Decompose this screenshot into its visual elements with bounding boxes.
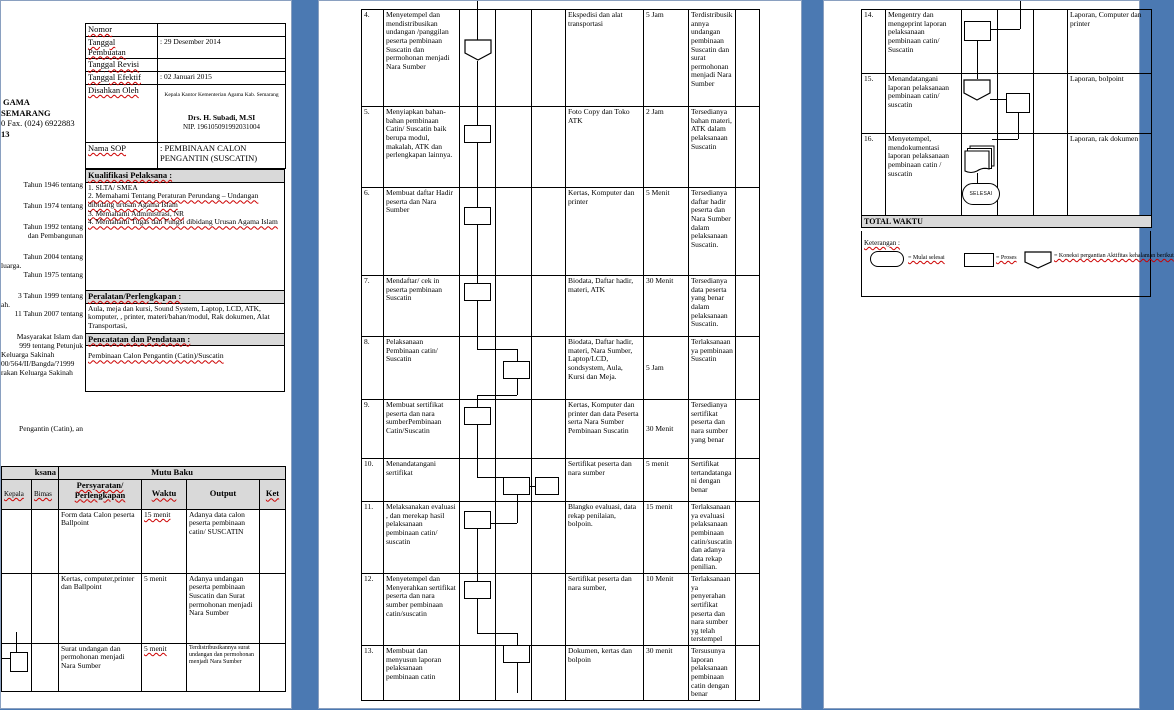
legal-line: 00/564/II/Bangda/?1999 [1, 359, 75, 368]
row-requirements: Kertas, Komputer dan printer dan data Peserta serta Nara Sumber Pembinaan Suscatin [566, 400, 644, 459]
executor-header: ksana [2, 467, 59, 480]
process-symbol-icon [964, 253, 994, 267]
sop-label: Nama SOP [86, 142, 158, 168]
legal-basis [1, 179, 83, 377]
legal-line: 999 tentang Petunjuk [19, 341, 83, 350]
row-number: 6. [362, 188, 384, 276]
org-line-1: GAMA [3, 97, 30, 107]
row-number: 8. [362, 337, 384, 400]
col-bimas: Bimas [32, 479, 59, 509]
meta-label-nomor: Nomor [86, 24, 158, 37]
procedure-table-final [861, 9, 1152, 228]
procedure-table-continued [361, 9, 760, 701]
table-row [2, 573, 286, 643]
row-time: 15 menit [142, 509, 187, 573]
quality-standard-header: Mutu Baku [59, 467, 286, 480]
table-row [862, 74, 1152, 134]
row-number: 11. [362, 502, 384, 574]
document-page-right [823, 0, 1174, 709]
row-number: 7. [362, 276, 384, 337]
row-requirements: Laporan, rak dokumen [1068, 134, 1152, 216]
legal-line: rakan Keluarga Sakinah [1, 368, 73, 377]
meta-label-tanggal-revisi: Tanggal Revisi [86, 59, 158, 72]
meta-value-tanggal-efektif: : 02 Januari 2015 [158, 72, 286, 85]
table-row [362, 337, 760, 400]
row-number: 15. [862, 74, 886, 134]
row-output: Tersedianya daftar hadir peserta dan Nara Sumber dalam pelaksanaan Suscatin. [689, 188, 736, 276]
equipment-text: Aula, meja dan kursi, Sound System, Laptop, LCD, ATK, komputer, , printer, materi/bahan/modul, Rak dokumen, Alat Transportasi, [86, 303, 285, 333]
row-activity: Mengentry dan mengeprint laporan pelaksanaan pembinaan catin/ Suscatin [886, 10, 962, 74]
row-requirements: Ekspedisi dan alat transportasi [566, 10, 644, 107]
table-row [362, 276, 760, 337]
signer-title: Kepala Kantor Kementerian Agama Kab. Semarang [164, 91, 279, 98]
table-row [362, 400, 760, 459]
qualification-table [85, 169, 285, 392]
qualification-item: 1. SLTA/ SMEA [88, 182, 138, 192]
col-requirements: Persyaratan/ Perlengkapan [59, 479, 142, 509]
row-output: Terdistribusikannya surat undangan dan permohonan menjadi Nara Sumber [187, 643, 260, 691]
row-requirements: Surat undangan dan permohonan menjadi Nara Sumber [59, 643, 142, 691]
records-left-fragment: Pengantin (Catin), an [19, 424, 83, 433]
row-time: 10 Menit [644, 574, 689, 646]
table-row [362, 107, 760, 188]
row-time: 5 menit [142, 573, 187, 643]
org-line-2: SEMARANG [1, 107, 51, 118]
org-line-4: 13 [1, 128, 10, 139]
legal-line: Tahun 1974 tentang [23, 201, 83, 210]
qualification-item: 2. Memahami Tentang Peraturan Perundang – Undangan dibidang urusan Agama Islam [88, 191, 259, 210]
row-output: Terdistribusikannya undangan pembinaan Suscatin dan surat permohonan menjadi Nara Sumber [689, 10, 736, 107]
legal-line: Tahun 1946 tentang [23, 180, 83, 189]
row-number: 4. [362, 10, 384, 107]
qualification-list [86, 182, 285, 290]
row-time: 30 menit [644, 646, 689, 701]
row-requirements: Blangko evaluasi, data rekap penilaian, bolpoin. [566, 502, 644, 574]
row-time: 5 Menit [644, 188, 689, 276]
table-row [362, 10, 760, 107]
records-text: Pembinaan Calon Pengantin (Catin)/Suscatin [86, 346, 285, 392]
row-output: Tersedianya bahan materi, ATK dalam pelaksanaan Suscatin [689, 107, 736, 188]
meta-value-tanggal-revisi [158, 59, 286, 72]
row-time: 2 Jam [644, 107, 689, 188]
row-activity: Mendaftar/ cek in peserta pembinaan Suscatin [384, 276, 460, 337]
row-number: 9. [362, 400, 384, 459]
row-number: 13. [362, 646, 384, 701]
meta-value-nomor [158, 24, 286, 37]
legal-line: ah. [1, 300, 10, 309]
row-activity: Menyetempel, mendokumentasi laporan pelaksanaan pembinaan catin / suscatin [886, 134, 962, 216]
row-number: 14. [862, 10, 886, 74]
row-output: Tersusunya laporan pelaksanaan pembinaan catin dengan benar [689, 646, 736, 701]
signer-nip: NIP. 196105091992031004 [182, 122, 260, 131]
row-requirements: Kertas, Komputer dan printer [566, 188, 644, 276]
process-box [10, 652, 28, 672]
equipment-title: Peralatan/Perlengkapan : [86, 290, 285, 303]
row-output: Tersedianya data peserta yang benar dalam pelaksanaan Suscatin. [689, 276, 736, 337]
legal-line: 11 Tahun 2007 tentang [14, 309, 83, 318]
records-title: Pencatatan dan Pendataan : [86, 333, 285, 346]
row-activity: Membuat daftar Hadir peserta dan Nara Sumber [384, 188, 460, 276]
row-activity: Menandatangani laporan pelaksanaan pembinaan catin/ suscatin [886, 74, 962, 134]
row-requirements: Biodata, Daftar hadir, materi, ATK [566, 276, 644, 337]
row-requirements: Kertas, computer,printer dan Ballpoint [59, 573, 142, 643]
table-row [862, 10, 1152, 74]
row-requirements: Laporan, Computer dan printer [1068, 10, 1152, 74]
legal-line: Tahun 2004 tentang [23, 252, 83, 261]
end-label: SELESAI [969, 191, 993, 197]
row-number: 10. [362, 459, 384, 502]
row-time: 5 menit [142, 643, 187, 691]
procedure-table [1, 466, 286, 692]
qualification-item: 4. Memahami Tugas dan Fungsi dibidang Urusan Agama Islam [88, 217, 278, 227]
row-requirements: Form data Calon peserta Ballpoint [59, 509, 142, 573]
col-output: Output [187, 479, 260, 509]
col-kepala: Kepala [2, 479, 32, 509]
legend-item: = Koneksi pergantian Aktifitas kehalaman berikut [1054, 253, 1174, 259]
col-ket: Ket [260, 479, 286, 509]
table-row [362, 646, 760, 701]
meta-value-tanggal-pembuatan: : 29 Desember 2014 [158, 36, 286, 59]
meta-table [85, 23, 286, 169]
legend-item: = Proses [996, 255, 1017, 261]
row-number: 12. [362, 574, 384, 646]
table-row [2, 509, 286, 573]
org-line-3: 0 Fax. (024) 6922883 [1, 118, 75, 129]
row-requirements: Foto Copy dan Toko ATK [566, 107, 644, 188]
row-activity: Menyiapkan bahan-bahan pembinaan Catin/ Suscatin baik berupa modul, makalah, ATK dan perlengkapan lainnya. [384, 107, 460, 188]
row-time: 5 Jam [644, 337, 689, 400]
legal-line: Tahun 1975 tentang [23, 270, 83, 279]
sop-value: : PEMBINAAN CALON PENGANTIN (SUSCATIN) [158, 142, 286, 168]
row-activity: Menyetempel dan mendistribusikan undangan /panggilan peserta pembinaan Suscatin dan permohonan menjadi Nara Sumber [384, 10, 460, 107]
qualification-item: 3. Memahami Administrasi, NR [88, 208, 185, 218]
meta-label-disahkan: Disahkan Oleh [86, 84, 158, 142]
row-output: Tersedianya sertifikat peserta dan nara sumber yang benar [689, 400, 736, 459]
meta-label-tanggal-efektif: Tanggal Efektif [86, 72, 158, 85]
row-activity: Membuat sertifikat peserta dan nara sumberPembinaan Catin/Suscatin [384, 400, 460, 459]
row-number: 5. [362, 107, 384, 188]
table-row [2, 643, 286, 691]
col-time: Waktu [142, 479, 187, 509]
row-activity: Menyetempel dan Menyerahkan sertifikat peserta dan nara sumber pembinaan catin/suscatin [384, 574, 460, 646]
legal-line: Masyarakat Islam dan [16, 332, 83, 341]
row-output: Terlaksanaanya evaluasi pelaksanaan pembinaan catin/suscatin dan adanya data rekap penilian. [689, 502, 736, 574]
legend-title: Keterangan : [864, 239, 900, 247]
row-activity: Melaksanakan evaluasi , dan merekap hasil pelaksanaan pembinaan catin/ suscatin [384, 502, 460, 574]
row-time: 5 Jam [644, 10, 689, 107]
row-number: 16. [862, 134, 886, 216]
signer-name: Drs. H. Subadi, M.SI [187, 113, 256, 123]
legal-line: luarga. [1, 261, 22, 270]
total-time-label: TOTAL WAKTU [862, 216, 1152, 228]
table-row [362, 574, 760, 646]
row-output: Terlaksanaanya penyerahan sertifikat peserta dan nara sumber yg telah terstempel [689, 574, 736, 646]
table-row [362, 459, 760, 502]
document-page-middle [318, 0, 802, 709]
table-row [862, 134, 1152, 216]
org-header [1, 97, 85, 140]
terminator-symbol-icon [870, 251, 904, 267]
row-requirements: Biodata, Daftar hadir, materi, Nara Sumber, Laptop/LCD, sondsystem, Aula, Kursi dan Meja. [566, 337, 644, 400]
row-requirements: Dokumen, kertas dan bolpoin [566, 646, 644, 701]
row-activity: Menandatangani sertifikat [384, 459, 460, 502]
legal-line: 3 Tahun 1999 tentang [18, 291, 83, 300]
row-activity: Pelaksanaan Pembinaan catin/ Suscatin [384, 337, 460, 400]
row-time: 30 Menit [644, 400, 689, 459]
row-time: 30 Menit [644, 276, 689, 337]
row-output: Sertifikat tertandatangani dengan benar [689, 459, 736, 502]
row-requirements: Sertifikat peserta dan nara sumber [566, 459, 644, 502]
table-row [362, 502, 760, 574]
total-row [862, 216, 1152, 228]
row-time: 5 menit [644, 459, 689, 502]
row-output: Adanya undangan peserta pembinaan Suscatin dan Surat permohonan menjadi Nara Sumber [187, 573, 260, 643]
row-time: 15 menit [644, 502, 689, 574]
legal-line: Keluarga Sakinah [1, 350, 55, 359]
legend [861, 231, 1174, 297]
row-requirements: Laporan, bolpoint [1068, 74, 1152, 134]
row-activity: Membuat dan menyusun laporan pelaksanaan pembinaan catin [384, 646, 460, 701]
signature-block [158, 84, 286, 142]
row-requirements: Sertifikat peserta dan nara sumber, [566, 574, 644, 646]
offpage-symbol-icon [1024, 251, 1052, 269]
legend-item: = Mulai selesai [908, 255, 945, 261]
qualification-title: Kualifikasi Pelaksana : [86, 170, 285, 183]
table-row [362, 188, 760, 276]
row-output: Terlaksanaanya pembinaan Suscatin [689, 337, 736, 400]
meta-label-tanggal-pembuatan: Tanggal Pembuatan [86, 36, 158, 59]
legal-line: dan Pembangunan [27, 231, 83, 240]
legal-line: Tahun 1992 tentang [23, 222, 83, 231]
document-page-left [0, 0, 292, 709]
row-output: Adanya data calon peserta pembinaan catin/ SUSCATIN [187, 509, 260, 573]
